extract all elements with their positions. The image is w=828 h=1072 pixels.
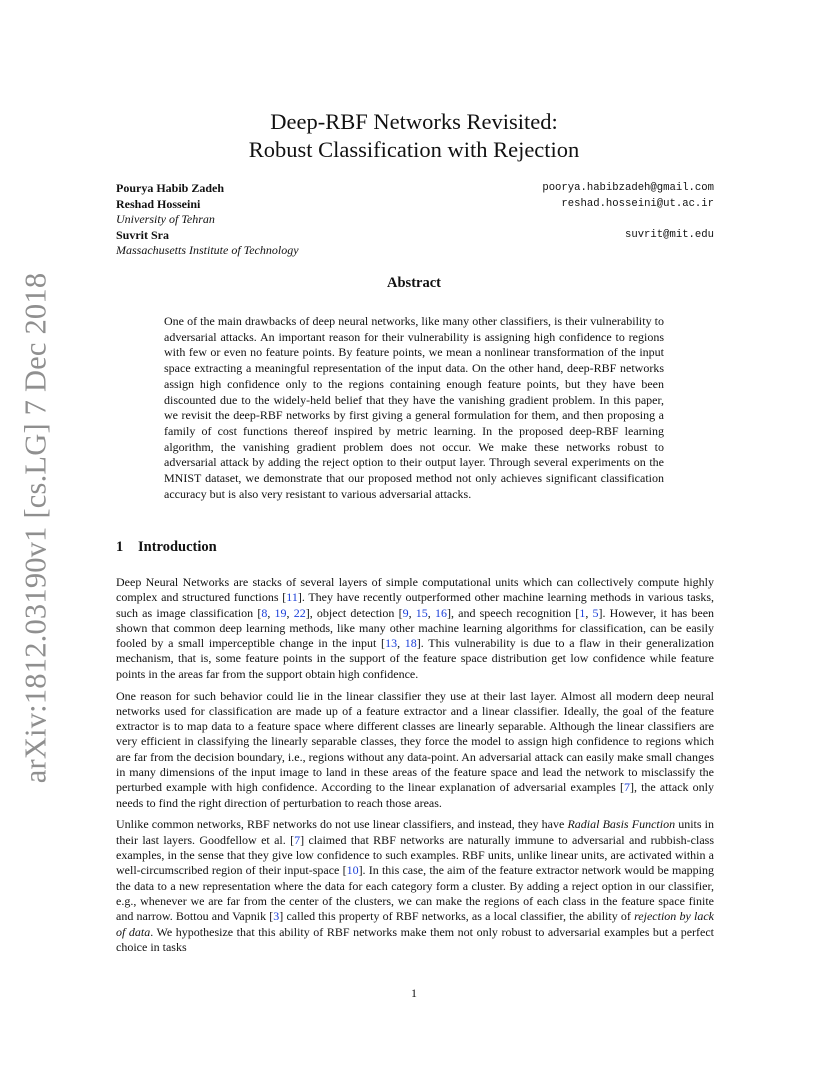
citation-link[interactable]: 15 [415,605,428,620]
citation-link[interactable]: 1 [579,605,586,620]
title-line-2: Robust Classification with Rejection [248,137,580,162]
citation-link[interactable]: 9 [402,605,409,620]
author-affiliation: Massachusetts Institute of Technology [116,243,299,257]
text-span: , [397,636,405,651]
affiliation-row [116,211,714,227]
text-span: . We hypothesize that this ability of RBF networks make them not only robust to adversarial examples but a perfect choice in tasks [116,924,714,954]
author-affiliation: University of Tehran [116,212,215,226]
text-span: One reason for such behavior could lie in the linear classifier they use at their last layer. Almost all modern deep neural networks used for classification are made up of a feature extractor and a linear classifier. Ideally, the goal of the feature extractor is to map data to a feature space where different classes are linearly separable. Although the linear classifiers are very efficient in classifying the linearly separable classes, they force the model to assign high confidence to regions which are far from the decision boundary, i.e., regions without any data-point. An adversarial attack can easily make small changes in many dimensions of the input image to land in these areas of the feature space and lead the network to misclassify the perturbed example with high confidence. According to the linear explanation of adversarial examples [ [116,688,714,795]
author-name: Reshad Hosseini [116,196,201,211]
author-row [116,196,714,212]
text-span: units in their last layers. Goodfellow et al. [ [116,817,715,847]
section-number: 1 [116,539,124,555]
citation-link[interactable]: 13 [385,636,398,651]
section-heading [116,539,217,556]
citation-link[interactable]: 19 [274,605,287,620]
citation-link[interactable]: 3 [273,909,280,924]
introduction-body [116,575,714,962]
abstract-text: One of the main drawbacks of deep neural networks, like many other classifiers, is their vulnerability to adversarial attacks. An important reason for their vulnerability is assigning high confidence to regions with few or even no feature points. By feature points, we mean a nonlinear transformation of the input space extracting a meaningful representation of the input data. On the other hand, deep-RBF networks assign high confidence only to the regions containing enough feature points, but they have been discounted due to the widely-held belief that they have the vanishing gradient problem. In this paper, we revisit the deep-RBF networks by first giving a general formulation for them, and then proposing a family of cost functions thereof inspired by metric learning. In the proposed deep-RBF learning algorithm, the vanishing gradient problem does not occur. We make these networks robust to adversarial attack by adding the reject option to their output layer. Through several experiments on the MNIST dataset, we demonstrate that our proposed method not only achieves significant classification accuracy but is also very resistant to various adversarial attacks. [164,314,664,501]
citation-link[interactable]: 10 [346,863,359,878]
citation-link[interactable]: 18 [404,636,417,651]
text-span: , [585,605,593,620]
text-span: ]. However, it has been shown that common deep learning methods, like many other machine learning algorithms for classification, can be easily fooled by a small imperceptible change in the input [ [116,605,715,651]
text-span: , [408,605,416,620]
author-name: Pourya Habib Zadeh [116,181,225,195]
citation-link[interactable]: 5 [592,605,599,620]
author-name: Suvrit Sra [116,227,170,242]
text-span: ] called this property of RBF networks, as a local classifier, the ability of [279,909,635,924]
text-span: ], the attack only needs to find the right direction of perturbation to reach those areas. [116,780,715,810]
text-span: , [286,605,294,620]
text-span: ]. This vulnerability is due to a flaw in their generalization mechanism, that is, some feature points in the support of the feature space distribution get low confidence while feature points in the areas far from the support obtain high confidence. [116,636,714,681]
page-number: 1 [411,986,417,1000]
citation-link[interactable]: 7 [294,832,301,847]
text-span: ], object detection [ [305,605,403,620]
author-email: reshad.hosseini@ut.ac.ir [561,197,714,210]
text-span: ] claimed that RBF networks are naturally immune to adversarial and rubbish-class examples, in the sense that they give low confidence to such examples. RBF units, unlike linear units, are activated within a well-circumscribed region of their input-space [ [116,832,714,878]
arxiv-identifier-stamp: arXiv:1812.03190v1 [cs.LG] 7 Dec 2018 [18,272,53,784]
section-title: Introduction [138,539,217,555]
paper-title [0,108,828,164]
emphasis-term: Radial Basis Function [567,817,676,832]
affiliation-row [116,242,714,258]
citation-link[interactable]: 8 [261,605,268,620]
abstract-heading: Abstract [387,275,441,291]
text-span: Deep Neural Networks are stacks of several layers of simple computational units which can collectively compute highly complex and structured functions [ [116,575,714,605]
text-span: , [267,605,275,620]
text-span: Unlike common networks, RBF networks do not use linear classifiers, and instead, they have [116,817,568,832]
author-email: suvrit@mit.edu [624,228,714,241]
author-row [116,180,714,196]
citation-link[interactable]: 11 [286,590,298,605]
author-email: poorya.habibzadeh@gmail.com [542,182,714,194]
title-line-1: Deep-RBF Networks Revisited: [270,109,558,134]
paragraph [116,575,714,682]
text-span: , [427,605,435,620]
text-span: ]. They have recently outperformed other machine learning methods in various tasks, such as image classification [ [116,590,714,620]
citation-link[interactable]: 22 [293,605,306,620]
text-span: ], and speech recognition [ [446,605,580,620]
paragraph [116,689,714,811]
emphasis-term: rejection by lack of data [116,909,714,939]
citation-link[interactable]: 7 [623,780,630,795]
citation-link[interactable]: 16 [434,605,447,620]
paragraph [116,817,714,955]
text-span: ]. In this case, the aim of the feature extractor network would be mapping the data to a new representation where the data for each category form a cluster. By adding a reject option in our classifier, e.g., whenever we are far from the center of the clusters, we can make the regions of each class in the feature space finite and narrow. Bottou and Vapnik [ [116,863,714,924]
author-row [116,227,714,243]
